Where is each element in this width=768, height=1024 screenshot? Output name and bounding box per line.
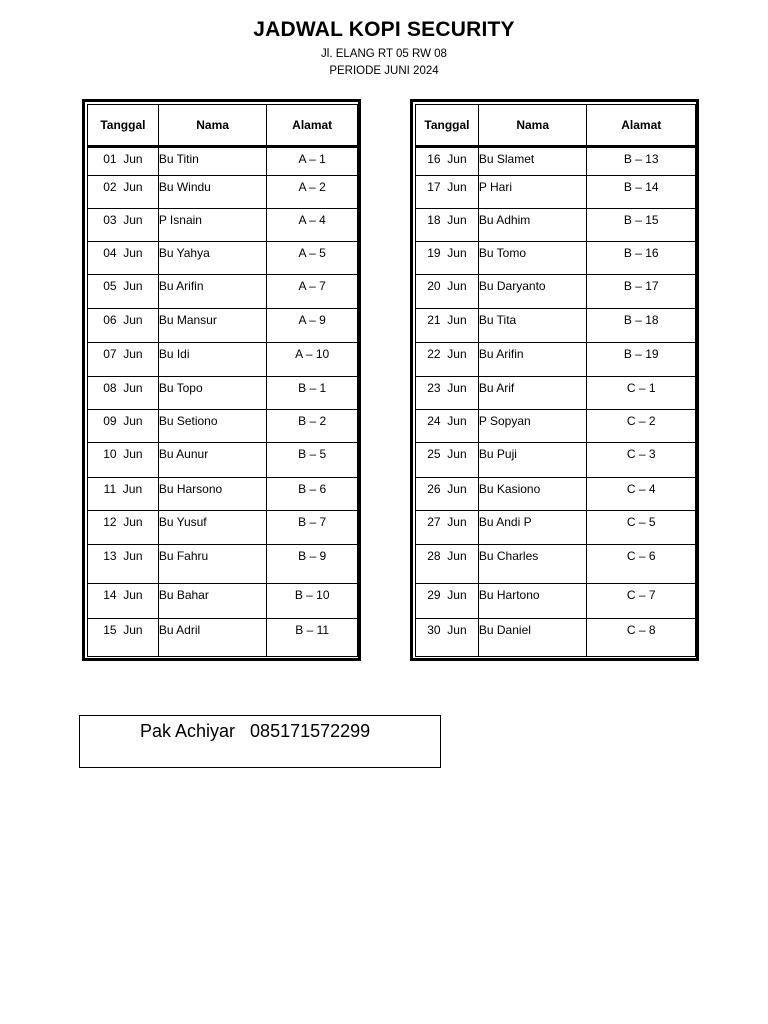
date-cell: 02 Jun	[88, 176, 159, 209]
table-row	[88, 619, 358, 657]
schedule-grid-right	[415, 104, 696, 657]
name-cell: Bu Tita	[478, 309, 587, 343]
address-cell: B – 18	[587, 309, 696, 343]
name-cell: Bu Slamet	[478, 147, 587, 176]
date-cell: 28 Jun	[416, 545, 479, 584]
table-row	[88, 545, 358, 584]
table-row	[88, 377, 358, 410]
address-cell: B – 15	[587, 209, 696, 242]
page-title: JADWAL KOPI SECURITY	[253, 18, 515, 41]
table-row	[88, 478, 358, 511]
date-cell: 03 Jun	[88, 209, 159, 242]
period-line: PERIODE JUNI 2024	[329, 65, 439, 77]
address-cell: C – 1	[587, 377, 696, 410]
address-cell: B – 5	[267, 443, 358, 478]
address-cell: B – 10	[267, 584, 358, 619]
name-cell: Bu Charles	[478, 545, 587, 584]
address-cell: A – 10	[267, 343, 358, 377]
date-cell: 05 Jun	[88, 275, 159, 309]
name-cell: Bu Andi P	[478, 511, 587, 545]
date-cell: 22 Jun	[416, 343, 479, 377]
address-cell: A – 1	[267, 147, 358, 176]
name-cell: Bu Fahru	[158, 545, 267, 584]
name-cell: Bu Windu	[158, 176, 267, 209]
date-cell: 25 Jun	[416, 443, 479, 478]
table-row	[416, 584, 696, 619]
column-header-alamat: Alamat	[267, 105, 358, 147]
name-cell: Bu Arif	[478, 377, 587, 410]
date-cell: 11 Jun	[88, 478, 159, 511]
address-cell: C – 3	[587, 443, 696, 478]
schedule-table-right	[410, 99, 699, 661]
name-cell: Bu Adhim	[478, 209, 587, 242]
column-header-nama: Nama	[158, 105, 267, 147]
date-cell: 21 Jun	[416, 309, 479, 343]
address-cell: B – 16	[587, 242, 696, 275]
date-cell: 06 Jun	[88, 309, 159, 343]
name-cell: Bu Aunur	[158, 443, 267, 478]
table-row	[88, 584, 358, 619]
date-cell: 12 Jun	[88, 511, 159, 545]
address-cell: A – 7	[267, 275, 358, 309]
table-row	[88, 275, 358, 309]
date-cell: 10 Jun	[88, 443, 159, 478]
address-cell: B – 19	[587, 343, 696, 377]
address-cell: C – 7	[587, 584, 696, 619]
name-cell: Bu Tomo	[478, 242, 587, 275]
column-header-nama: Nama	[478, 105, 587, 147]
table-row	[416, 343, 696, 377]
table-row	[416, 309, 696, 343]
name-cell: Bu Titin	[158, 147, 267, 176]
table-row	[416, 242, 696, 275]
name-cell: Bu Arifin	[478, 343, 587, 377]
table-row	[88, 410, 358, 443]
table-row	[88, 147, 358, 176]
column-header-tanggal: Tanggal	[88, 105, 159, 147]
name-cell: Bu Hartono	[478, 584, 587, 619]
date-cell: 08 Jun	[88, 377, 159, 410]
table-row	[416, 511, 696, 545]
address-cell: C – 5	[587, 511, 696, 545]
schedule-table-left	[82, 99, 361, 661]
name-cell: P Sopyan	[478, 410, 587, 443]
name-cell: Bu Adril	[158, 619, 267, 657]
column-header-tanggal: Tanggal	[416, 105, 479, 147]
address-cell: A – 5	[267, 242, 358, 275]
name-cell: Bu Yusuf	[158, 511, 267, 545]
address-cell: A – 4	[267, 209, 358, 242]
address-cell: A – 9	[267, 309, 358, 343]
header-row	[88, 105, 358, 147]
address-cell: A – 2	[267, 176, 358, 209]
date-cell: 16 Jun	[416, 147, 479, 176]
address-cell: C – 2	[587, 410, 696, 443]
table-row	[416, 410, 696, 443]
date-cell: 23 Jun	[416, 377, 479, 410]
address-cell: C – 6	[587, 545, 696, 584]
name-cell: Bu Topo	[158, 377, 267, 410]
name-cell: Bu Harsono	[158, 478, 267, 511]
address-cell: B – 2	[267, 410, 358, 443]
name-cell: Bu Daniel	[478, 619, 587, 657]
table-row	[88, 209, 358, 242]
table-row	[88, 176, 358, 209]
table-row	[88, 242, 358, 275]
table-row	[416, 275, 696, 309]
address-cell: B – 7	[267, 511, 358, 545]
date-cell: 15 Jun	[88, 619, 159, 657]
name-cell: Bu Kasiono	[478, 478, 587, 511]
name-cell: P Hari	[478, 176, 587, 209]
date-cell: 13 Jun	[88, 545, 159, 584]
date-cell: 09 Jun	[88, 410, 159, 443]
date-cell: 14 Jun	[88, 584, 159, 619]
address-cell: B – 14	[587, 176, 696, 209]
table-row	[88, 443, 358, 478]
address-cell: B – 11	[267, 619, 358, 657]
table-row	[416, 545, 696, 584]
name-cell: Bu Arifin	[158, 275, 267, 309]
date-cell: 07 Jun	[88, 343, 159, 377]
address-cell: B – 17	[587, 275, 696, 309]
date-cell: 26 Jun	[416, 478, 479, 511]
table-row	[416, 478, 696, 511]
date-cell: 24 Jun	[416, 410, 479, 443]
table-row	[416, 176, 696, 209]
address-line: Jl. ELANG RT 05 RW 08	[321, 48, 447, 60]
name-cell: P Isnain	[158, 209, 267, 242]
address-cell: C – 8	[587, 619, 696, 657]
date-cell: 18 Jun	[416, 209, 479, 242]
table-row	[88, 343, 358, 377]
name-cell: Bu Yahya	[158, 242, 267, 275]
address-cell: B – 6	[267, 478, 358, 511]
table-row	[88, 309, 358, 343]
name-cell: Bu Idi	[158, 343, 267, 377]
table-row	[416, 443, 696, 478]
schedule-grid-left	[87, 104, 358, 657]
name-cell: Bu Mansur	[158, 309, 267, 343]
date-cell: 27 Jun	[416, 511, 479, 545]
column-header-alamat: Alamat	[587, 105, 696, 147]
date-cell: 30 Jun	[416, 619, 479, 657]
table-row	[416, 209, 696, 242]
date-cell: 01 Jun	[88, 147, 159, 176]
address-cell: B – 13	[587, 147, 696, 176]
table-row	[416, 147, 696, 176]
date-cell: 04 Jun	[88, 242, 159, 275]
date-cell: 19 Jun	[416, 242, 479, 275]
date-cell: 17 Jun	[416, 176, 479, 209]
contact-info: Pak Achiyar 085171572299	[140, 721, 371, 741]
name-cell: Bu Setiono	[158, 410, 267, 443]
address-cell: C – 4	[587, 478, 696, 511]
table-row	[416, 619, 696, 657]
header-row	[416, 105, 696, 147]
date-cell: 20 Jun	[416, 275, 479, 309]
date-cell: 29 Jun	[416, 584, 479, 619]
contact-box	[79, 715, 441, 768]
table-row	[416, 377, 696, 410]
table-row	[88, 511, 358, 545]
address-cell: B – 1	[267, 377, 358, 410]
name-cell: Bu Daryanto	[478, 275, 587, 309]
name-cell: Bu Bahar	[158, 584, 267, 619]
address-cell: B – 9	[267, 545, 358, 584]
name-cell: Bu Puji	[478, 443, 587, 478]
